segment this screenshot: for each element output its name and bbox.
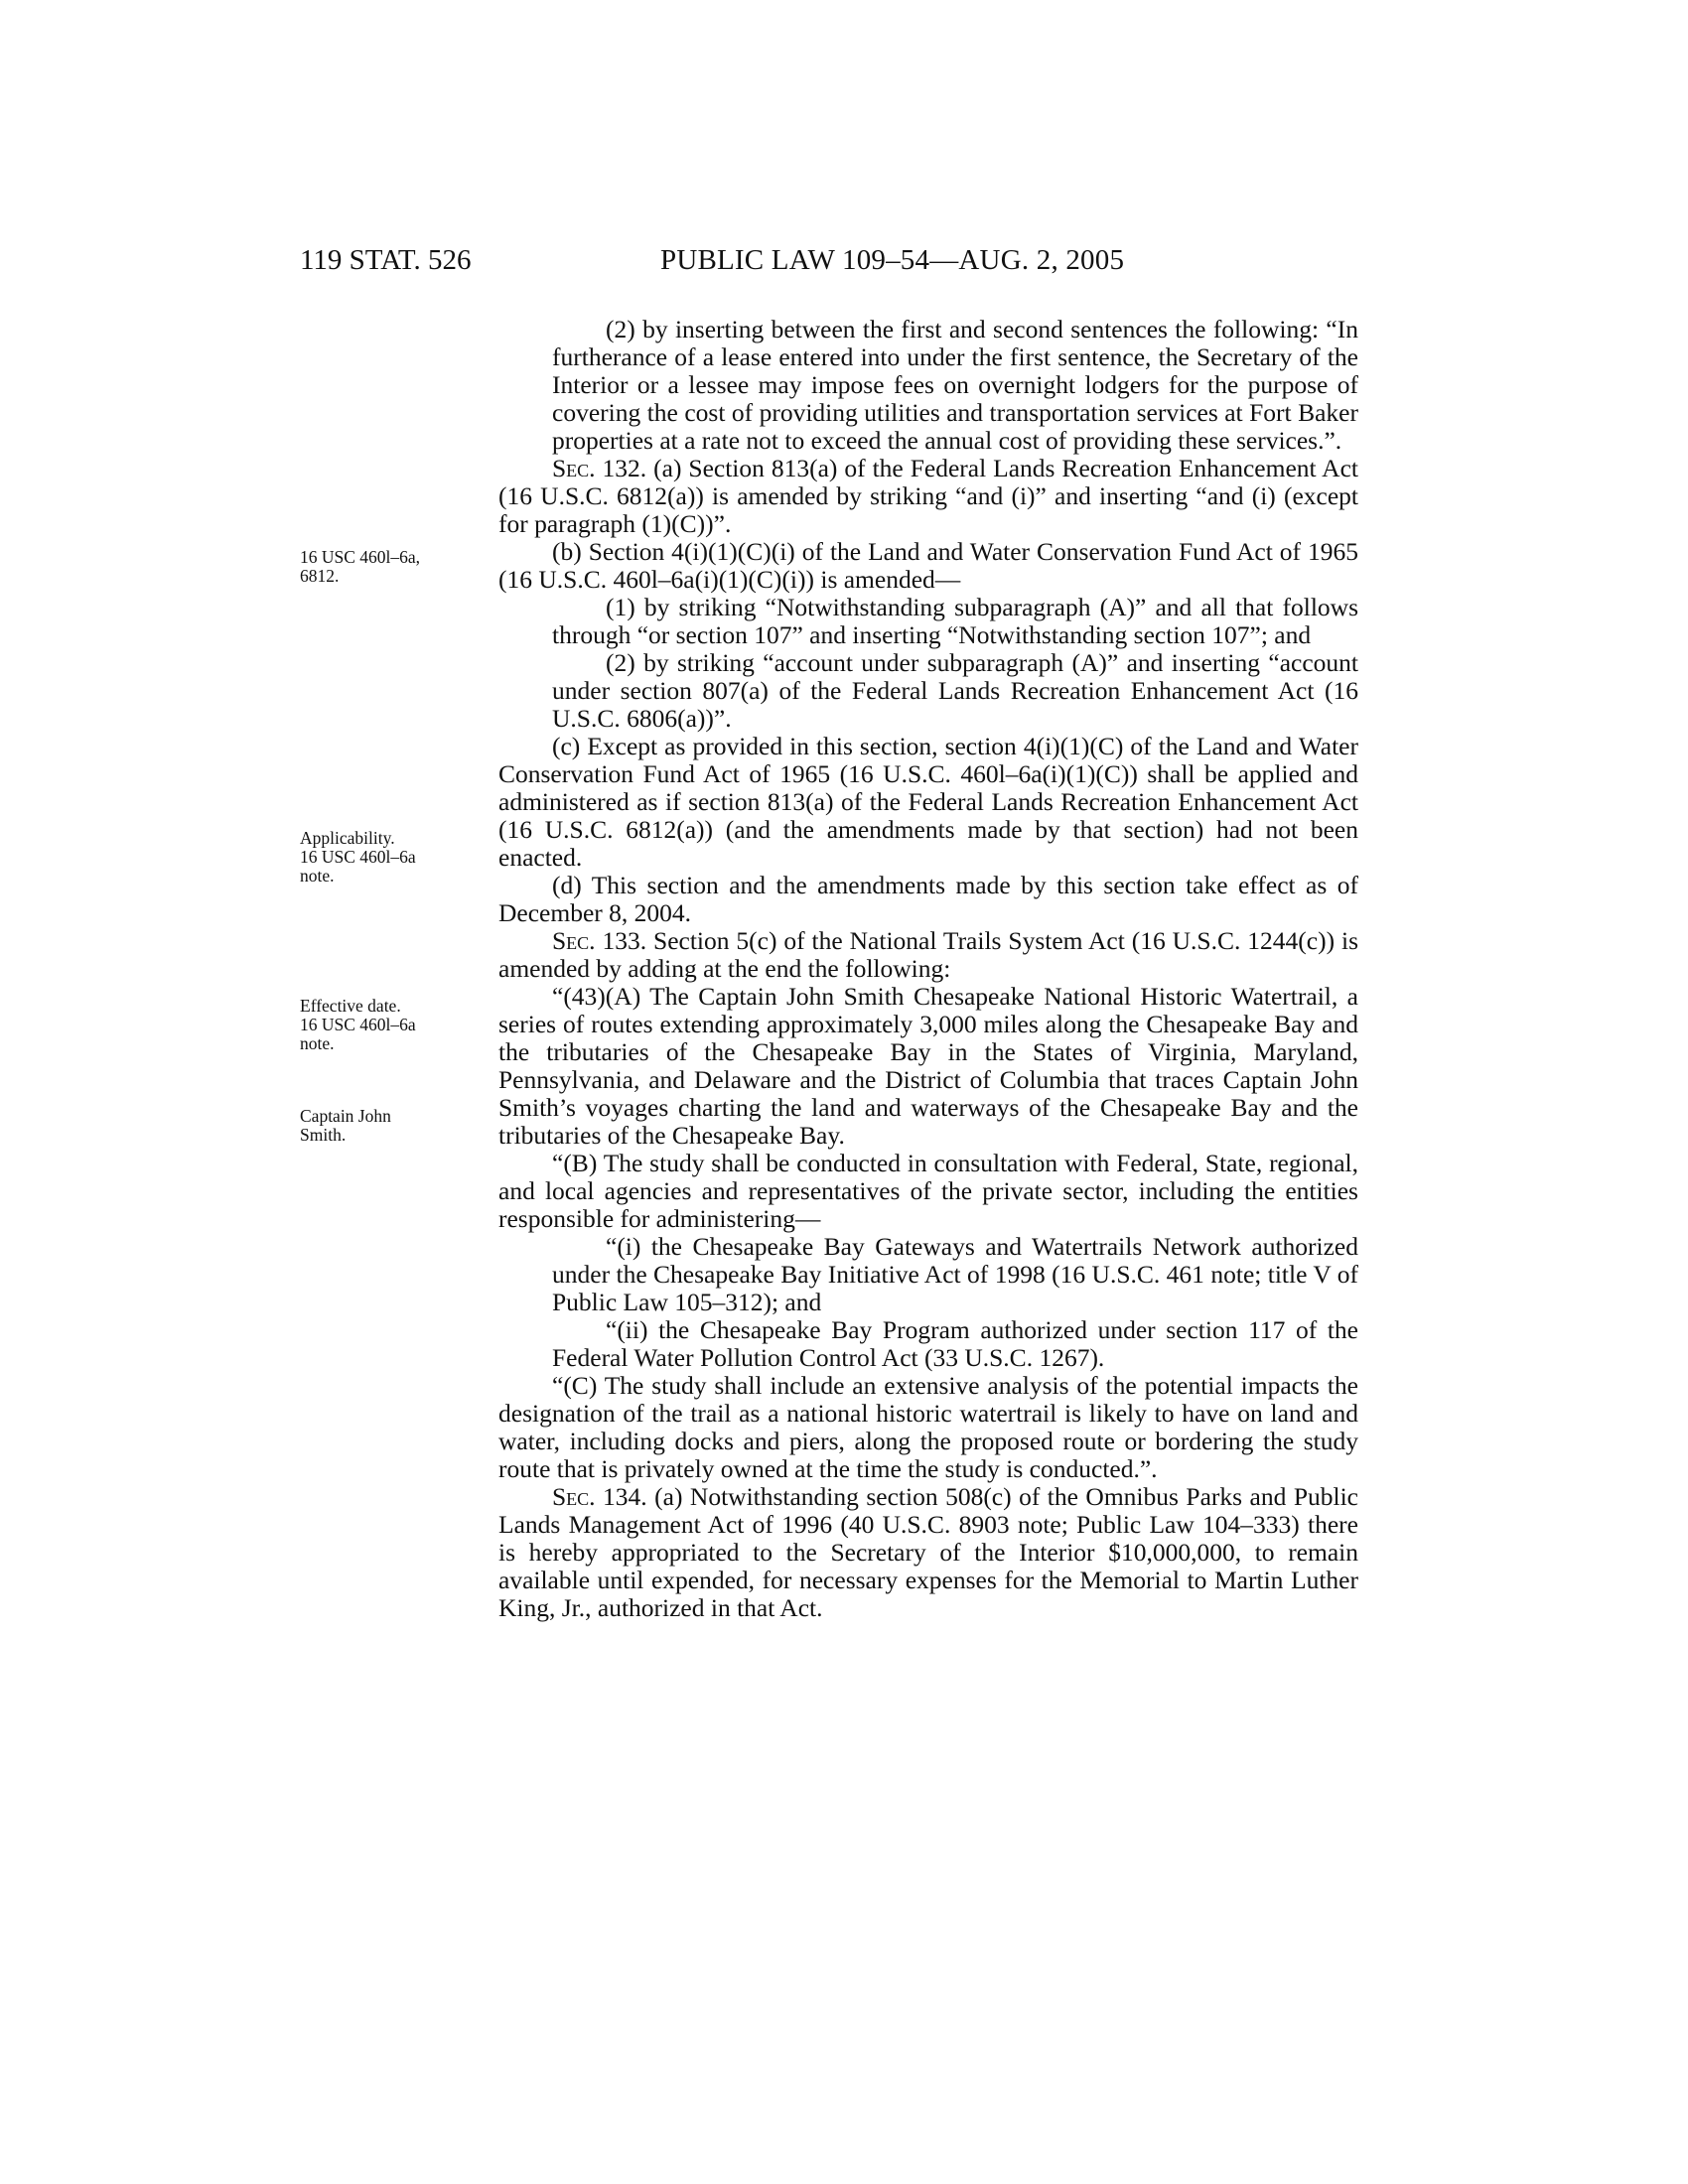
section-132: Sec. 132. (a) Section 813(a) of the Federal Lands Recreation Enhancement Act (16 U.S.C. 6812(a)) is amended by striking “and (i)” and inserting “and (i) (except for paragraph (1)(C))”.	[498, 454, 1358, 538]
section-133-43b-ii: “(ii) the Chesapeake Bay Program authorized under section 117 of the Federal Water Pollution Control Act (33 U.S.C. 1267).	[552, 1315, 1358, 1372]
margin-note-effective-date: Effective date. 16 USC 460l–6a note.	[300, 996, 416, 1053]
section-132-b-1: (1) by striking “Notwithstanding subparagraph (A)” and all that follows through “or section 107” and inserting “Notwithstanding section 107”; and	[552, 593, 1358, 649]
margin-note-applicability: Applicability. 16 USC 460l–6a note.	[300, 828, 416, 886]
section-132-c: (c) Except as provided in this section, section 4(i)(1)(C) of the Land and Water Conservation Fund Act of 1965 (16 U.S.C. 460l–6a(i)(1)(C)) shall be applied and administered as if section 813(a) of the Federal Lands Recreation Enhancement Act (16 U.S.C. 6812(a)) (and the amendments made by that section) had not been enacted.	[498, 732, 1358, 872]
section-133-43c: “(C) The study shall include an extensive analysis of the potential impacts the designation of the trail as a national historic watertrail is likely to have on land and water, including docks and piers, along the proposed route or bordering the study route that is privately owned at the time the study is conducted.”.	[498, 1371, 1358, 1483]
paragraph-2-inserting: (2) by inserting between the first and second sentences the following: “In furtherance of a lease entered into under the first sentence, the Secretary of the Interior or a lessee may impose fees on overnight lodgers for the purpose of covering the cost of providing utilities and transportation services at Fort Baker properties at a rate not to exceed the annual cost of providing these services.”.	[552, 315, 1358, 455]
section-133-43a: “(43)(A) The Captain John Smith Chesapeake National Historic Watertrail, a series of routes extending approximately 3,000 miles along the Chesapeake Bay and the tributaries of the Chesapeake Bay in the States of Virginia, Maryland, Pennsylvania, and Delaware and the District of Columbia that traces Captain John Smith’s voyages charting the land and waterways of the Chesapeake Bay and the tributaries of the Chesapeake Bay.	[498, 982, 1358, 1150]
page-title: PUBLIC LAW 109–54—AUG. 2, 2005	[660, 244, 1125, 276]
margin-note-usc-6812: 16 USC 460l–6a, 6812.	[300, 547, 421, 586]
statute-page-number: 119 STAT. 526	[300, 244, 472, 276]
section-132-b-2: (2) by striking “account under subparagraph (A)” and inserting “account under section 807(a) of the Federal Lands Recreation Enhancement Act (16 U.S.C. 6806(a))”.	[552, 648, 1358, 733]
document-body	[498, 316, 1358, 1622]
section-133: Sec. 133. Section 5(c) of the National Trails System Act (16 U.S.C. 1244(c)) is amended by adding at the end the following:	[498, 926, 1358, 983]
page-header	[0, 244, 1688, 284]
section-133-43b: “(B) The study shall be conducted in consultation with Federal, State, regional, and local agencies and representatives of the private sector, including the entities responsible for administering—	[498, 1149, 1358, 1233]
section-133-43b-i: “(i) the Chesapeake Bay Gateways and Watertrails Network authorized under the Chesapeake Bay Initiative Act of 1998 (16 U.S.C. 461 note; title V of Public Law 105–312); and	[552, 1232, 1358, 1316]
section-134: Sec. 134. (a) Notwithstanding section 508(c) of the Omnibus Parks and Public Lands Management Act of 1996 (40 U.S.C. 8903 note; Public Law 104–333) there is hereby appropriated to the Secretary of the Interior $10,000,000, to remain available until expended, for necessary expenses for the Memorial to Martin Luther King, Jr., authorized in that Act.	[498, 1482, 1358, 1622]
margin-note-captain-john-smith: Captain John Smith.	[300, 1106, 391, 1145]
section-132-d: (d) This section and the amendments made by this section take effect as of December 8, 2004.	[498, 871, 1358, 927]
section-132-b: (b) Section 4(i)(1)(C)(i) of the Land and Water Conservation Fund Act of 1965 (16 U.S.C. 460l–6a(i)(1)(C)(i)) is amended—	[498, 537, 1358, 594]
